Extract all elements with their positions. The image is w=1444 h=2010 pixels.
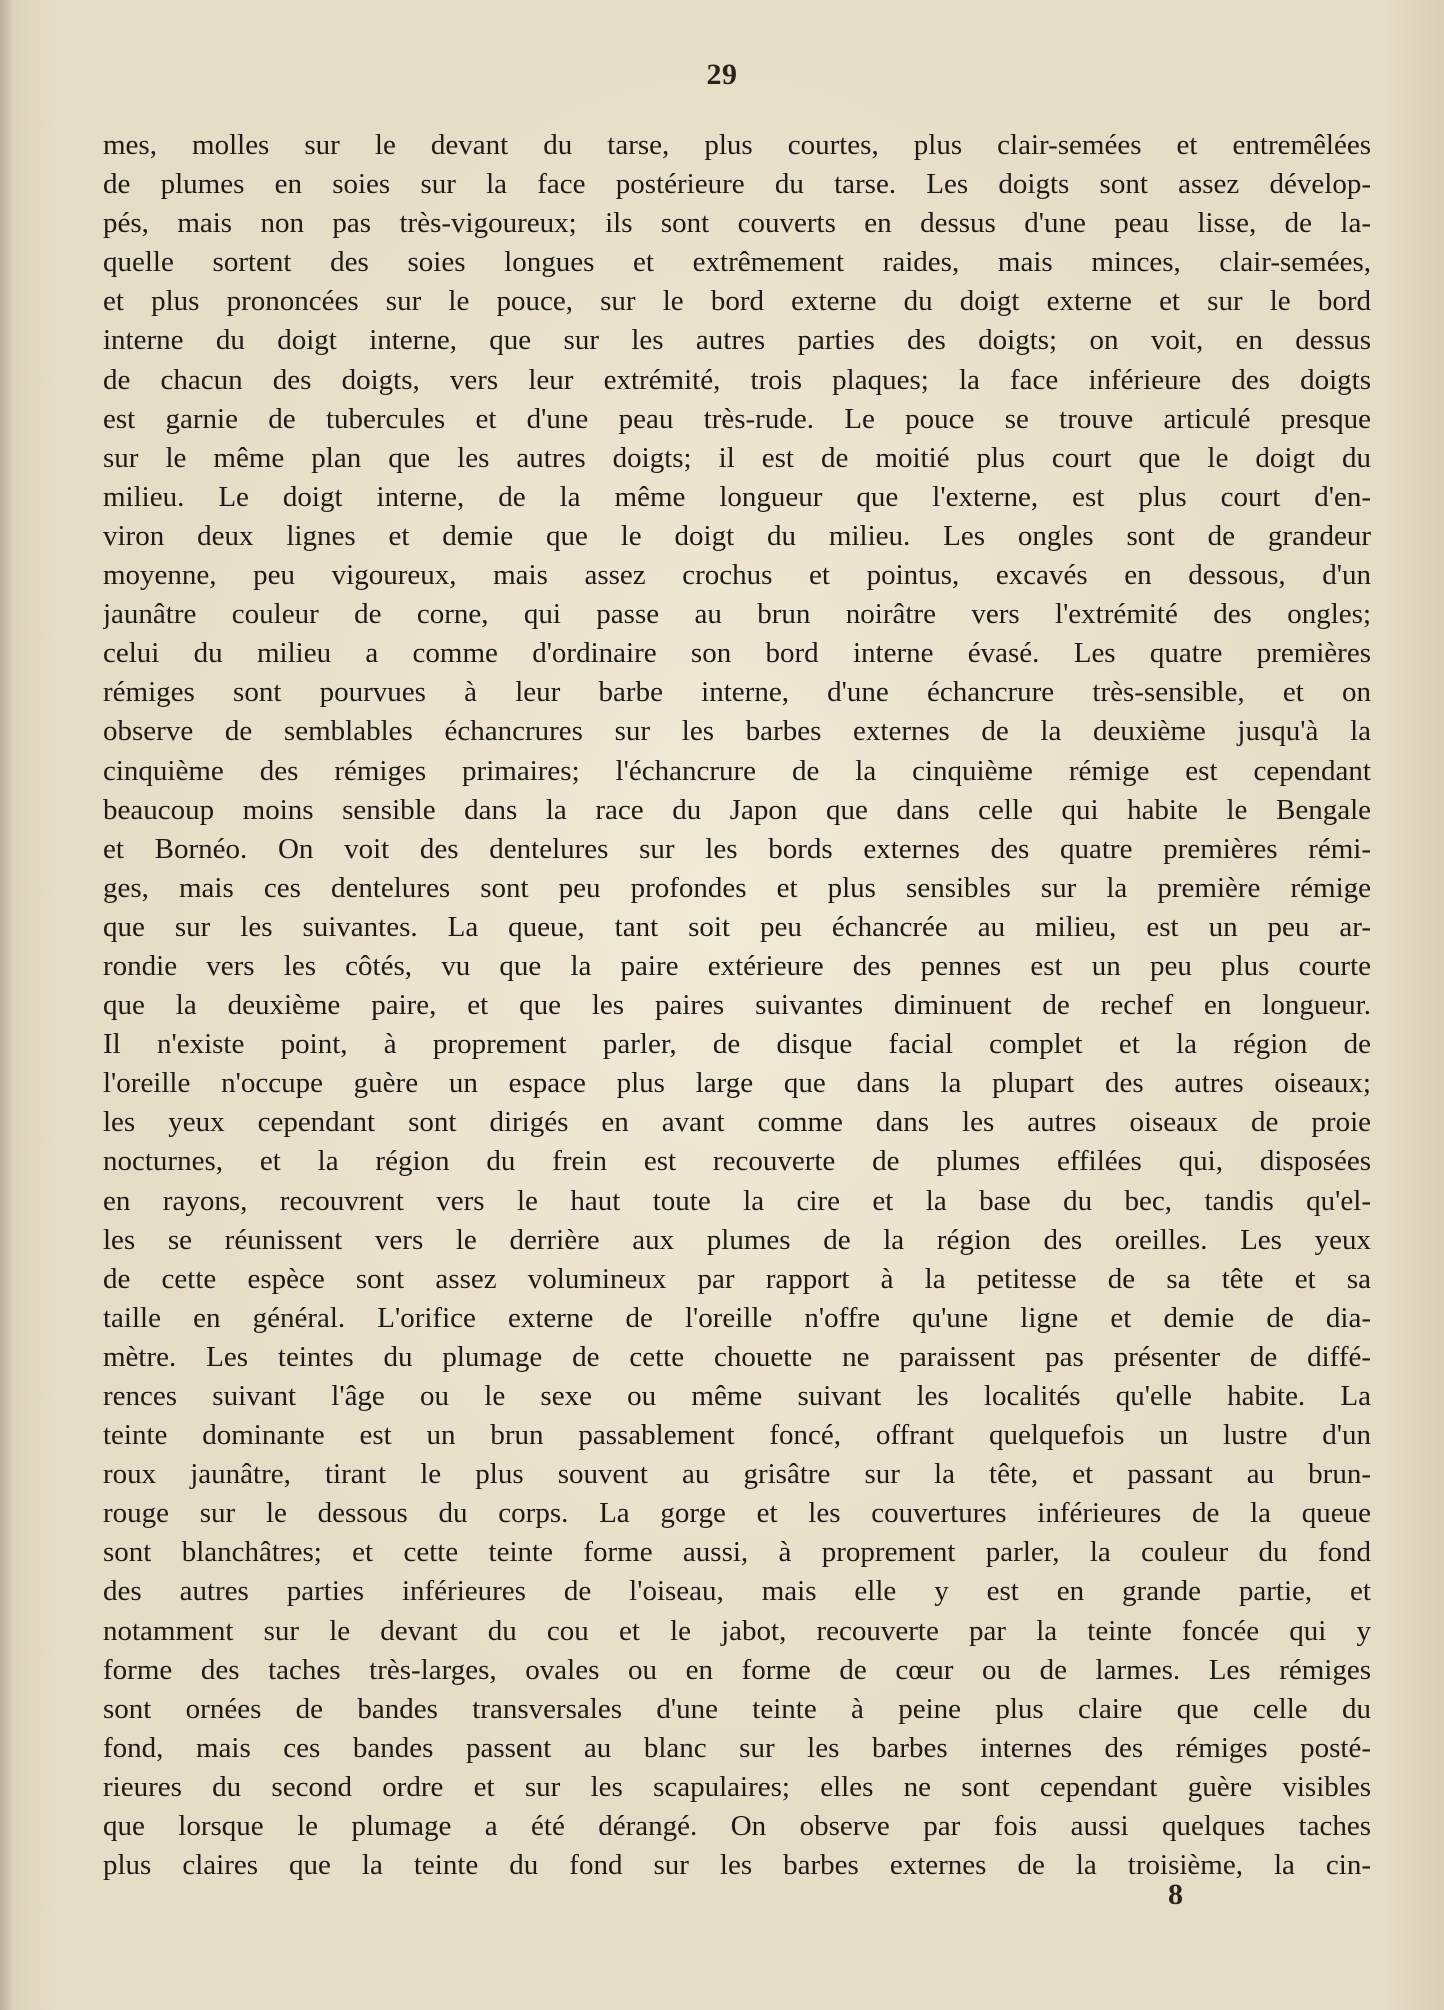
text-line: nocturnes, et la région du frein est recouverte de plumes effilées qui, disposées	[103, 1145, 1371, 1178]
text-line: moyenne, peu vigoureux, mais assez crochus et pointus, excavés en dessous, d'un	[103, 559, 1371, 592]
text-line: et Bornéo. On voit des dentelures sur les bords externes des quatre premières rémi-	[103, 832, 1371, 865]
text-line: rémiges sont pourvues à leur barbe interne, d'une échancrure très-sensible, et on	[103, 676, 1371, 709]
text-line: observe de semblables échancrures sur les barbes externes de la deuxième jusqu'à la	[103, 715, 1371, 748]
text-line: teinte dominante est un brun passablement foncé, offrant quelquefois un lustre d'un	[103, 1419, 1371, 1452]
text-line: que sur les suivantes. La queue, tant soit peu échancrée au milieu, est un peu ar-	[103, 910, 1371, 943]
text-line: interne du doigt interne, que sur les autres parties des doigts; on voit, en dessus	[103, 324, 1371, 357]
text-line: mes, molles sur le devant du tarse, plus courtes, plus clair-semées et entremêlées	[103, 129, 1371, 161]
text-line: notamment sur le devant du cou et le jabot, recouverte par la teinte foncée qui y	[103, 1614, 1371, 1647]
text-line: l'oreille n'occupe guère un espace plus large que dans la plupart des autres oiseaux;	[103, 1067, 1371, 1100]
signature-mark: 8	[1168, 1878, 1183, 1911]
text-line: de chacun des doigts, vers leur extrémité, trois plaques; la face inférieure des doigts	[103, 363, 1371, 396]
text-line: de cette espèce sont assez volumineux par rapport à la petitesse de sa tête et sa	[103, 1262, 1371, 1295]
text-line: en rayons, recouvrent vers le haut toute la cire et la base du bec, tandis qu'el-	[103, 1184, 1371, 1217]
text-line: sont ornées de bandes transversales d'une teinte à peine plus claire que celle du	[103, 1692, 1371, 1725]
text-line: pés, mais non pas très-vigoureux; ils sont couverts en dessus d'une peau lisse, de la-	[103, 207, 1371, 240]
text-line: milieu. Le doigt interne, de la même longueur que l'externe, est plus court d'en-	[103, 480, 1371, 513]
text-line: beaucoup moins sensible dans la race du Japon que dans celle qui habite le Bengale	[103, 793, 1371, 826]
text-line: mètre. Les teintes du plumage de cette chouette ne paraissent pas présenter de diffé-	[103, 1340, 1371, 1373]
text-line: cinquième des rémiges primaires; l'échancrure de la cinquième rémige est cependant	[103, 754, 1371, 787]
page-number: 29	[706, 58, 738, 91]
text-line: de plumes en soies sur la face postérieure du tarse. Les doigts sont assez dévelop-	[103, 168, 1371, 201]
text-line: taille en général. L'orifice externe de l'oreille n'offre qu'une ligne et demie de dia-	[103, 1301, 1371, 1334]
text-line: ges, mais ces dentelures sont peu profondes et plus sensibles sur la première rémige	[103, 871, 1371, 904]
text-line: les yeux cependant sont dirigés en avant comme dans les autres oiseaux de proie	[103, 1106, 1371, 1139]
text-line: quelle sortent des soies longues et extrêmement raides, mais minces, clair-semées,	[103, 246, 1371, 279]
text-line: que lorsque le plumage a été dérangé. On observe par fois aussi quelques taches	[103, 1810, 1371, 1843]
text-line: sur le même plan que les autres doigts; il est de moitié plus court que le doigt du	[103, 441, 1371, 474]
text-line: viron deux lignes et demie que le doigt du milieu. Les ongles sont de grandeur	[103, 519, 1371, 552]
text-line: et plus prononcées sur le pouce, sur le bord externe du doigt externe et sur le bord	[103, 285, 1371, 318]
text-line: rences suivant l'âge ou le sexe ou même suivant les localités qu'elle habite. La	[103, 1380, 1371, 1412]
text-line: fond, mais ces bandes passent au blanc sur les barbes internes des rémiges posté-	[103, 1731, 1371, 1764]
text-line: rondie vers les côtés, vu que la paire extérieure des pennes est un peu plus courte	[103, 949, 1371, 982]
text-line: rieures du second ordre et sur les scapulaires; elles ne sont cependant guère visibles	[103, 1770, 1371, 1803]
text-line: plus claires que la teinte du fond sur les barbes externes de la troisième, la cin-	[103, 1849, 1371, 1882]
text-line: celui du milieu a comme d'ordinaire son bord interne évasé. Les quatre premières	[103, 637, 1371, 670]
text-line: jaunâtre couleur de corne, qui passe au brun noirâtre vers l'extrémité des ongles;	[103, 598, 1371, 631]
text-line: Il n'existe point, à proprement parler, de disque facial complet et la région de	[103, 1028, 1371, 1061]
text-line: que la deuxième paire, et que les paires suivantes diminuent de rechef en longueur.	[103, 989, 1371, 1022]
text-line: rouge sur le dessous du corps. La gorge et les couvertures inférieures de la queue	[103, 1497, 1371, 1530]
text-line: sont blanchâtres; et cette teinte forme aussi, à proprement parler, la couleur du fond	[103, 1536, 1371, 1569]
text-line: les se réunissent vers le derrière aux plumes de la région des oreilles. Les yeux	[103, 1223, 1371, 1256]
text-line: des autres parties inférieures de l'oiseau, mais elle y est en grande partie, et	[103, 1575, 1371, 1608]
text-line: roux jaunâtre, tirant le plus souvent au grisâtre sur la tête, et passant au brun-	[103, 1458, 1371, 1491]
body-text	[103, 126, 1371, 1885]
text-line: forme des taches très-larges, ovales ou en forme de cœur ou de larmes. Les rémiges	[103, 1653, 1371, 1686]
page-edge-shadow	[0, 0, 14, 2010]
text-line: est garnie de tubercules et d'une peau très-rude. Le pouce se trouve articulé presque	[103, 402, 1371, 435]
